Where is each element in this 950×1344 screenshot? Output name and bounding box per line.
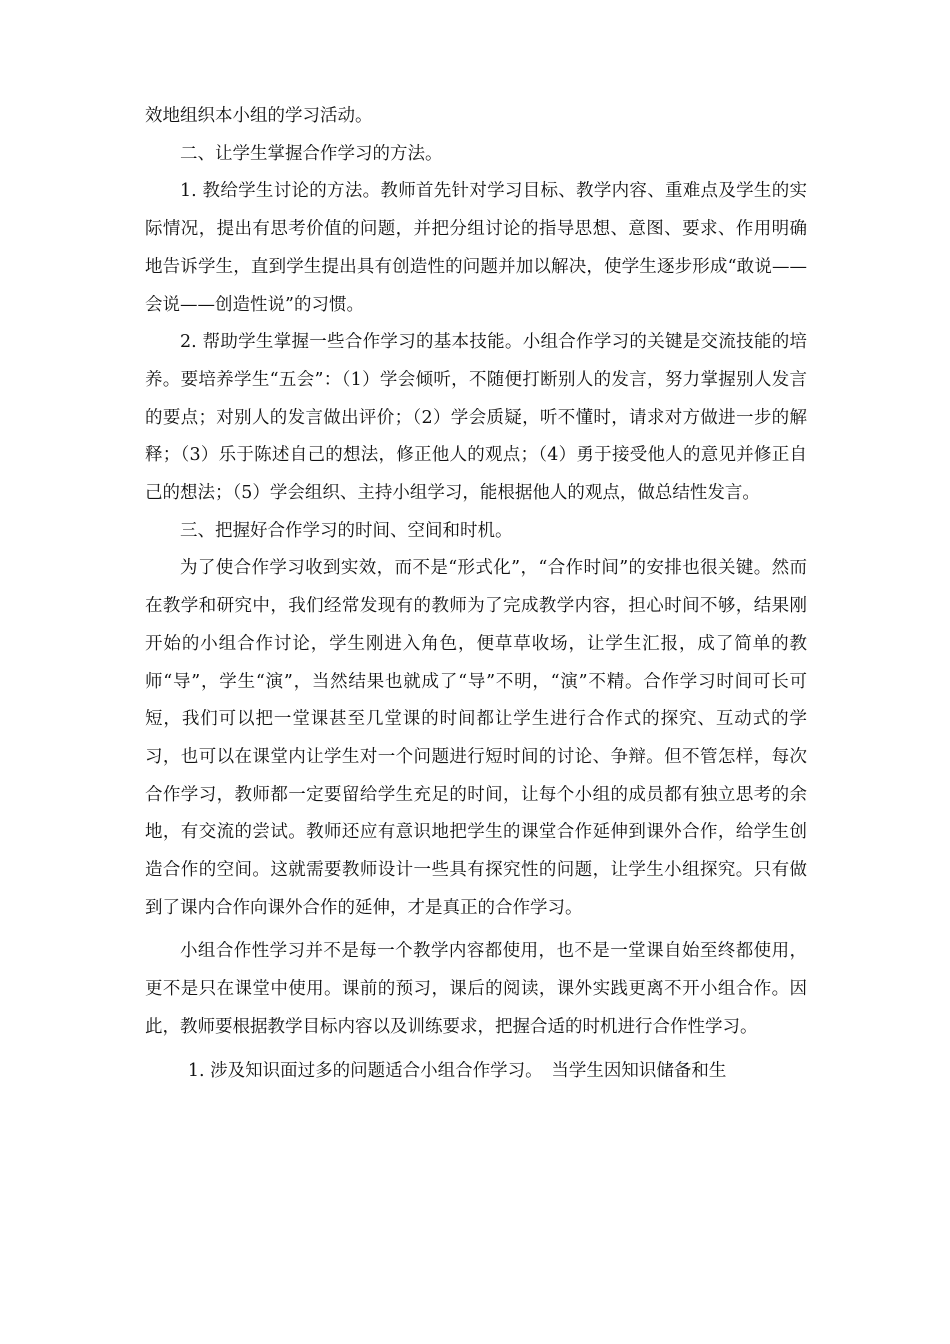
- section-heading-2: 二、让学生掌握合作学习的方法。: [180, 143, 443, 164]
- paragraph-knowledge-scope: 1. 涉及知识面过多的问题适合小组合作学习。 当学生因知识储备和生: [187, 1060, 727, 1081]
- paragraph-cooperation-timing: 小组合作性学习并不是每一个教学内容都使用，也不是一堂课自始至终都使用，更不是只在课堂中使用。课前的预习，课后的阅读，课外实践更离不开小组合作。因此，教师要根据教学目标内容以及训练要求，把握合适的时机进行合作性学习。: [145, 941, 807, 1037]
- section-heading-3: 三、把握好合作学习的时间、空间和时机。: [180, 520, 513, 541]
- paragraph-cooperation-time: 为了使合作学习收到实效，而不是“形式化”，“合作时间”的安排也很关键。然而在教学和研究中，我们经常发现有的教师为了完成教学内容，担心时间不够，结果刚开始的小组合作讨论，学生刚进入角色，便草草收场，让学生汇报，成了简单的教师“导”，学生“演”，当然结果也就成了“导”不明，“演”不精。合作学习时间可长可短，我们可以把一堂课甚至几堂课的时间都让学生进行合作式的探究、互动式的学习，也可以在课堂内让学生对一个问题进行短时间的讨论、争辩。但不管怎样，每次合作学习，教师都一定要留给学生充足的时间，让每个小组的成员都有独立思考的余地，有交流的尝试。教师还应有意识地把学生的课堂合作延伸到课外合作，给学生创造合作的空间。这就需要教师设计一些具有探究性的问题，让学生小组探究。只有做到了课内合作向课外合作的延伸，才是真正的合作学习。: [145, 558, 807, 918]
- paragraph-continuation: 效地组织本小组的学习活动。: [145, 106, 373, 126]
- paragraph-cooperation-skills: 2. 帮助学生掌握一些合作学习的基本技能。小组合作学习的关键是交流技能的培养。要培养学生“五会”：（1）学会倾听，不随便打断别人的发言，努力掌握别人发言的要点；对别人的发言做出评价；（2）学会质疑，听不懂时，请求对方做进一步的解释；（3）乐于陈述自己的想法，修正他人的观点；（4）勇于接受他人的意见并修正自己的想法；（5）学会组织、主持小组学习，能根据他人的观点，做总结性发言。: [145, 332, 807, 504]
- paragraph-discussion-method: 1. 教给学生讨论的方法。教师首先针对学习目标、教学内容、重难点及学生的实际情况，提出有思考价值的问题，并把分组讨论的指导思想、意图、要求、作用明确地告诉学生，直到学生提出具有创造性的问题并加以解决，使学生逐步形成“敢说—— 会说——创造性说”的习惯。: [145, 181, 807, 315]
- document-body: [145, 98, 807, 1090]
